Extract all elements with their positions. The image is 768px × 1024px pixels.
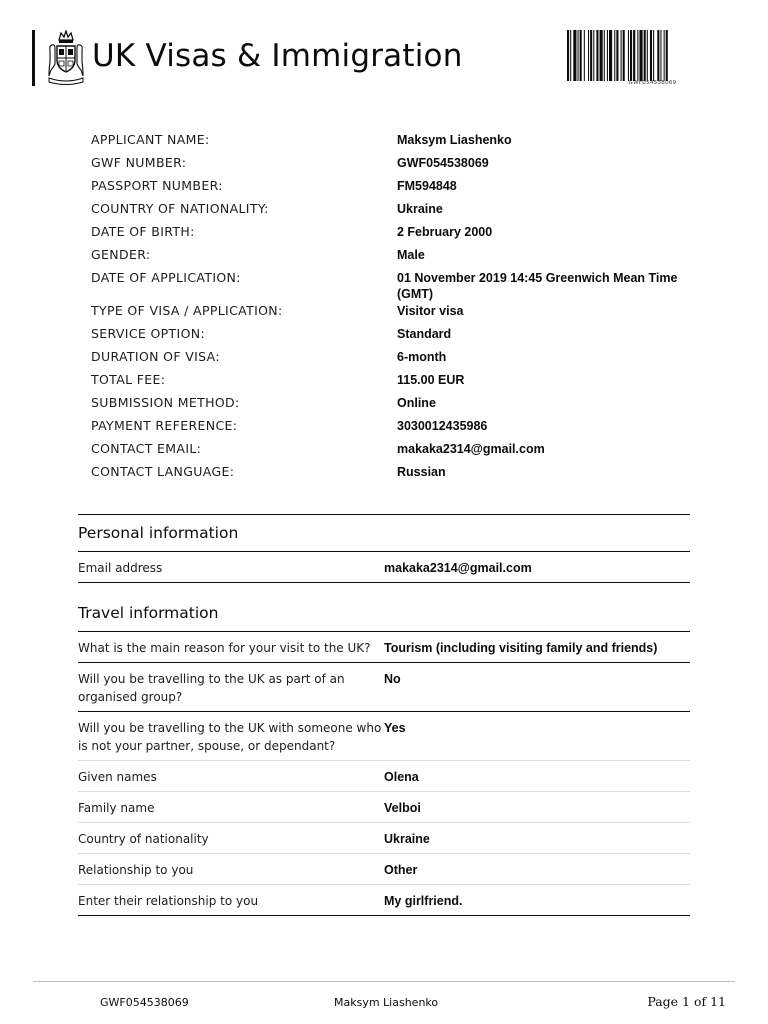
summary-row xyxy=(91,325,701,348)
summary-value: Online xyxy=(397,396,436,410)
summary-value: Maksym Liashenko xyxy=(397,133,512,147)
answer-value: No xyxy=(384,672,401,686)
barcode-icon xyxy=(567,30,738,81)
question-label: What is the main reason for your visit to the UK? xyxy=(78,641,371,655)
summary-row xyxy=(91,302,701,325)
summary-row xyxy=(91,246,701,269)
question-row xyxy=(78,552,690,583)
question-label: Will you be travelling to the UK with someone who is not your partner, spouse, or dependant? xyxy=(78,721,382,753)
question-label: Given names xyxy=(78,770,157,784)
question-row xyxy=(78,663,690,712)
summary-row xyxy=(91,177,701,200)
header-divider-bar xyxy=(32,30,35,86)
personal-information-table xyxy=(78,552,690,583)
summary-value: Ukraine xyxy=(397,202,443,216)
summary-row xyxy=(91,440,701,463)
answer-value: Other xyxy=(384,863,418,877)
question-label: Will you be travelling to the UK as part of an organised group? xyxy=(78,672,345,704)
summary-value: 01 November 2019 14:45 Greenwich Mean Time (GMT) xyxy=(397,271,678,301)
summary-row xyxy=(91,417,701,440)
summary-label: DURATION OF VISA: xyxy=(91,349,220,364)
summary-row xyxy=(91,371,701,394)
brand-title: UK Visas & Immigration xyxy=(92,38,463,74)
answer-value: Ukraine xyxy=(384,832,430,846)
summary-value: FM594848 xyxy=(397,179,457,193)
question-label: Relationship to you xyxy=(78,863,194,877)
question-row xyxy=(78,854,690,885)
summary-label: PAYMENT REFERENCE: xyxy=(91,418,238,433)
summary-row xyxy=(91,154,701,177)
footer-page-number: Page 1 of 11 xyxy=(647,994,726,1009)
summary-value: 115.00 EUR xyxy=(397,373,465,387)
answer-value: My girlfriend. xyxy=(384,894,463,908)
summary-label: CONTACT EMAIL: xyxy=(91,441,202,456)
summary-row xyxy=(91,348,701,371)
personal-information-heading: Personal information xyxy=(78,514,690,552)
summary-row xyxy=(91,463,701,486)
question-row xyxy=(78,761,690,792)
question-row xyxy=(78,885,690,916)
summary-value: GWF054538069 xyxy=(397,156,489,170)
summary-value: makaka2314@gmail.com xyxy=(397,442,545,456)
question-row xyxy=(78,792,690,823)
summary-label: SERVICE OPTION: xyxy=(91,326,206,341)
summary-label: DATE OF APPLICATION: xyxy=(91,270,241,285)
application-summary xyxy=(91,131,701,486)
summary-value: 3030012435986 xyxy=(397,419,488,433)
summary-row xyxy=(91,394,701,417)
royal-crest-icon xyxy=(47,30,85,85)
application-sections xyxy=(78,514,690,916)
summary-label: GENDER: xyxy=(91,247,151,262)
question-label: Family name xyxy=(78,801,155,815)
question-row xyxy=(78,632,690,663)
summary-label: GWF NUMBER: xyxy=(91,155,187,170)
summary-row xyxy=(91,131,701,154)
summary-value: Russian xyxy=(397,465,446,479)
summary-label: SUBMISSION METHOD: xyxy=(91,395,240,410)
summary-label: CONTACT LANGUAGE: xyxy=(91,464,235,479)
summary-label: TOTAL FEE: xyxy=(91,372,166,387)
answer-value: Tourism (including visiting family and friends) xyxy=(384,641,658,655)
question-label: Country of nationality xyxy=(78,832,209,846)
footer-applicant-name: Maksym Liashenko xyxy=(334,996,439,1009)
answer-value: Velboi xyxy=(384,801,421,815)
summary-label: PASSPORT NUMBER: xyxy=(91,178,223,193)
barcode-number: GWF054538069 xyxy=(628,80,677,86)
footer-gwf-number: GWF054538069 xyxy=(100,996,189,1009)
answer-value: makaka2314@gmail.com xyxy=(384,561,532,575)
footer-divider xyxy=(33,981,735,982)
summary-row xyxy=(91,200,701,223)
summary-value: 6-month xyxy=(397,350,447,364)
summary-value: Visitor visa xyxy=(397,304,464,318)
travel-information-table xyxy=(78,632,690,916)
answer-value: Olena xyxy=(384,770,419,784)
question-label: Email address xyxy=(78,561,163,575)
question-row xyxy=(78,712,690,761)
summary-value: Standard xyxy=(397,327,452,341)
question-row xyxy=(78,823,690,854)
travel-information-heading: Travel information xyxy=(78,595,690,632)
summary-value: Male xyxy=(397,248,425,262)
summary-label: DATE OF BIRTH: xyxy=(91,224,195,239)
summary-value: 2 February 2000 xyxy=(397,225,493,239)
summary-label: COUNTRY OF NATIONALITY: xyxy=(91,201,269,216)
answer-value: Yes xyxy=(384,721,406,735)
summary-label: APPLICANT NAME: xyxy=(91,132,210,147)
summary-row xyxy=(91,223,701,246)
summary-label: TYPE OF VISA / APPLICATION: xyxy=(91,303,283,318)
question-label: Enter their relationship to you xyxy=(78,894,259,908)
summary-row xyxy=(91,269,701,302)
